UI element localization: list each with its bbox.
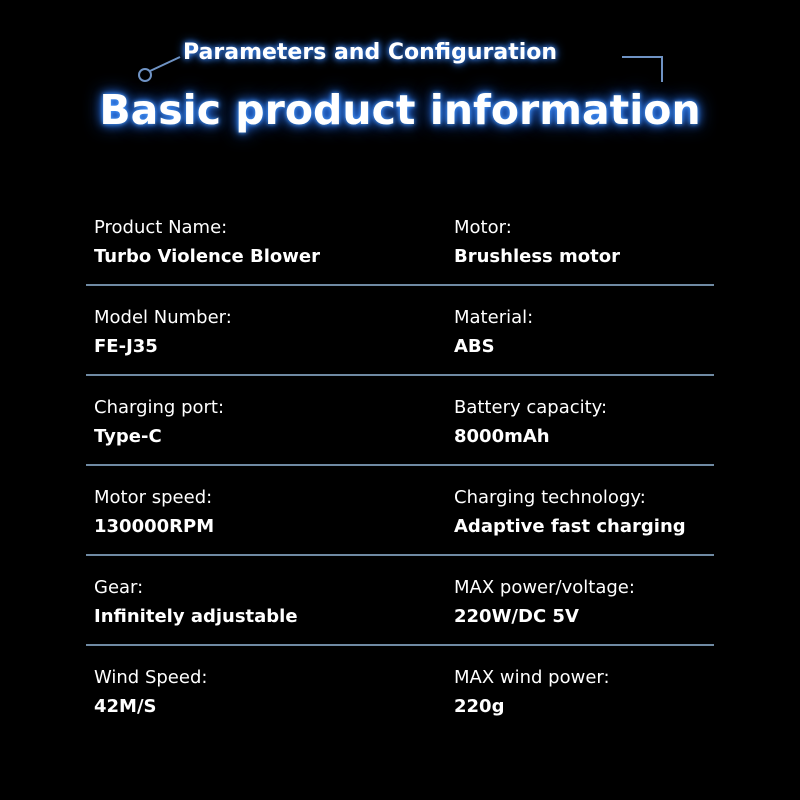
spec-value: 220g: [454, 696, 505, 717]
spec-label: Material:: [454, 307, 534, 328]
page-header: [0, 0, 800, 160]
spec-row: [0, 196, 800, 286]
spec-row: [0, 286, 800, 376]
spec-value: 130000RPM: [94, 516, 215, 537]
spec-value: Turbo Violence Blower: [94, 246, 320, 267]
spec-cell-max-wind-power: [454, 666, 610, 719]
page-title: Basic product information: [99, 86, 701, 134]
spec-cell-motor: [454, 216, 620, 269]
spec-cell-charging-port: [94, 396, 224, 449]
spec-row: [0, 646, 800, 736]
spec-label: Product Name:: [94, 217, 228, 238]
spec-label: Motor speed:: [94, 487, 213, 508]
spec-cell-charging-technology: [454, 486, 686, 539]
spec-label: Battery capacity:: [454, 397, 608, 418]
spec-value: Infinitely adjustable: [94, 606, 298, 627]
spec-table: [0, 196, 800, 736]
spec-label: Charging port:: [94, 397, 225, 418]
header-bracket-right-line: [622, 57, 662, 82]
spec-label: Wind Speed:: [94, 667, 208, 688]
spec-value: 8000mAh: [454, 426, 550, 447]
spec-value: ABS: [454, 336, 495, 357]
spec-cell-gear: [94, 576, 298, 629]
spec-value: Type-C: [94, 426, 162, 447]
header-decoration: [0, 0, 800, 160]
spec-label: MAX power/voltage:: [454, 577, 635, 598]
header-bracket-circle: [139, 69, 151, 81]
spec-row: [0, 466, 800, 556]
header-bracket-left-line: [150, 57, 180, 71]
spec-value: 220W/DC 5V: [454, 606, 579, 627]
spec-cell-max-power-voltage: [454, 576, 635, 629]
spec-label: Gear:: [94, 577, 144, 598]
spec-value: 42M/S: [94, 696, 157, 717]
header-subtitle: Parameters and Configuration: [183, 40, 558, 65]
spec-value: FE-J35: [94, 336, 158, 357]
spec-cell-material: [454, 306, 533, 359]
spec-value: Adaptive fast charging: [454, 516, 686, 537]
spec-cell-model-number: [94, 306, 232, 359]
spec-cell-battery-capacity: [454, 396, 607, 449]
spec-row: [0, 556, 800, 646]
spec-cell-wind-speed: [94, 666, 207, 719]
spec-label: MAX wind power:: [454, 667, 610, 688]
spec-value: Brushless motor: [454, 246, 620, 267]
spec-label: Charging technology:: [454, 487, 646, 508]
spec-label: Motor:: [454, 217, 512, 238]
spec-row: [0, 376, 800, 466]
spec-cell-motor-speed: [94, 486, 214, 539]
spec-cell-product-name: [94, 216, 320, 269]
spec-label: Model Number:: [94, 307, 232, 328]
